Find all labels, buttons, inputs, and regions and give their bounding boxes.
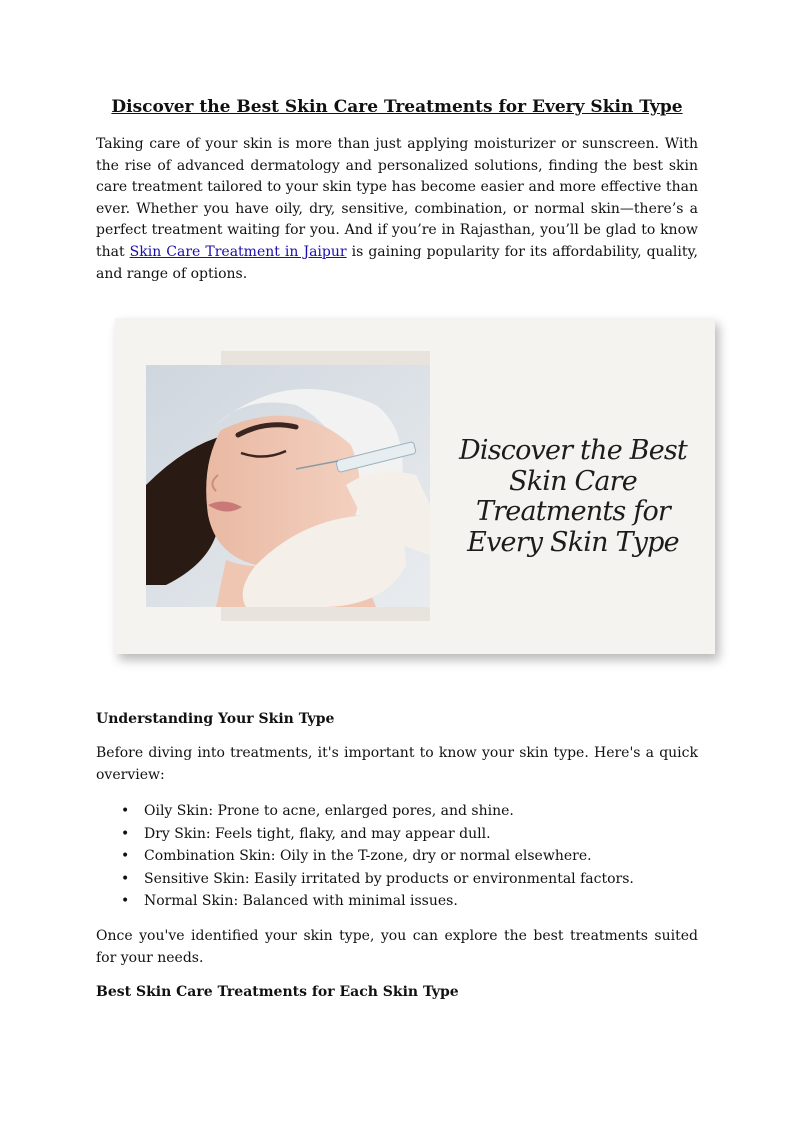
skin-type-lead-paragraph: Before diving into treatments, it's important to know your skin type. Here's a quick overview: — [96, 745, 698, 783]
list-item-text: Dry Skin: Feels tight, flaky, and may appear dull. — [144, 825, 491, 842]
list-item — [96, 845, 698, 868]
bullet-icon: • — [121, 825, 130, 842]
treatment-photo — [146, 365, 430, 607]
hero-banner-image — [115, 318, 715, 654]
intro-paragraph — [96, 134, 698, 285]
document-title: Discover the Best Skin Care Treatments for Every Skin Type — [111, 97, 683, 117]
skin-type-list — [96, 800, 698, 913]
bullet-icon: • — [121, 870, 130, 887]
skin-care-jaipur-link[interactable]: Skin Care Treatment in Jaipur — [129, 243, 347, 260]
list-item — [96, 868, 698, 891]
skin-type-closing-paragraph: Once you've identified your skin type, you can explore the best treatments suited for your needs. — [96, 928, 698, 966]
bullet-icon: • — [121, 803, 130, 819]
section-heading-treatments: Best Skin Care Treatments for Each Skin Type — [96, 984, 459, 1000]
list-item-text: Oily Skin: Prone to acne, enlarged pores, and shine. — [144, 803, 514, 819]
banner-heading — [453, 436, 693, 558]
bullet-icon: • — [121, 848, 130, 865]
banner-line-4: Every Skin Type — [467, 526, 679, 558]
list-item — [96, 823, 698, 846]
banner-line-2: Skin Care — [509, 465, 637, 497]
list-item-text: Sensitive Skin: Easily irritated by products or environmental factors. — [144, 870, 634, 887]
list-item — [96, 800, 698, 823]
banner-line-3: Treatments for — [475, 496, 671, 527]
banner-line-1: Discover the Best — [459, 435, 687, 466]
intro-text-after-link: is gaining popularity for its affordability, quality, and range of options. — [96, 243, 698, 282]
list-item-text: Normal Skin: Balanced with minimal issues. — [144, 893, 458, 910]
section-heading-skin-type: Understanding Your Skin Type — [96, 711, 335, 727]
intro-text-before-link: Taking care of your skin is more than just applying moisturizer or sunscreen. With the rise of advanced dermatology and personalized solutions, finding the best skin care treatment tailored to your skin type has become easier and more effective than ever. Whether you have oily, dry, sensitive, combination, or normal skin—there’s a perfect treatment waiting for you. And if you’re in Rajasthan, you’ll be glad to know that — [96, 136, 698, 260]
treatment-illustration — [146, 365, 430, 607]
bullet-icon: • — [121, 893, 130, 910]
list-item — [96, 890, 698, 913]
list-item-text: Combination Skin: Oily in the T-zone, dry or normal elsewhere. — [144, 848, 592, 865]
